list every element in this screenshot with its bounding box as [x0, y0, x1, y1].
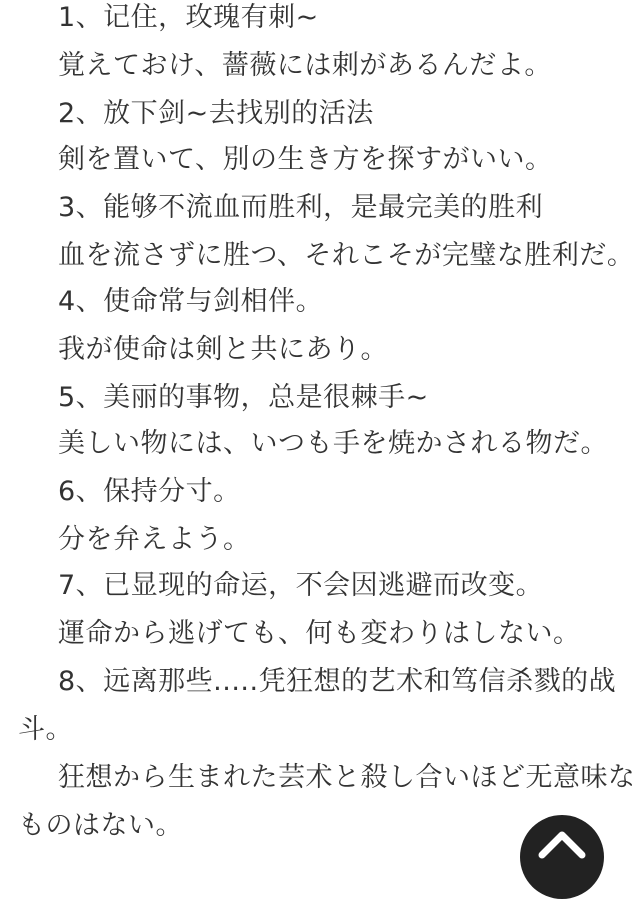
text-line: 運命から逃げても、何も変わりはしない。: [58, 618, 581, 649]
text-line: 狂想から生まれた芸术と殺し合いほど无意味な: [58, 762, 636, 793]
text-line: 3、能够不流血而胜利，是最完美的胜利: [58, 192, 544, 223]
text-line: 2、放下剑~去找别的活法: [58, 98, 374, 129]
text-line: 血を流さずに胜つ、それこそが完璧な胜利だ。: [58, 240, 635, 271]
text-line: 5、美丽的事物，总是很棘手~: [58, 382, 429, 413]
text-line: 剣を置いて、別の生き方を探すがいい。: [58, 144, 553, 175]
scroll-to-top-button[interactable]: [520, 815, 604, 899]
chevron-up-icon: [538, 829, 586, 859]
text-line: 覚えておけ、薔薇には刺があるんだよ。: [58, 50, 552, 81]
text-line: 7、已显现的命运，不会因逃避而改变。: [58, 570, 544, 601]
text-line: 8、远离那些.....凭狂想的艺术和笃信杀戮的战: [58, 666, 617, 697]
text-line: 我が使命は剣と共にあり。: [58, 334, 388, 365]
text-line: 4、使命常与剑相伴。: [58, 286, 324, 317]
text-line: 美しい物には、いつも手を焼かされる物だ。: [58, 428, 608, 459]
text-line: 1、记住，玫瑰有刺~: [58, 2, 319, 33]
text-line: ものはない。: [18, 810, 183, 841]
text-line: 6、保持分寸。: [58, 476, 241, 507]
text-line: 分を弁えよう。: [58, 524, 251, 555]
text-line: 斗。: [18, 714, 73, 745]
